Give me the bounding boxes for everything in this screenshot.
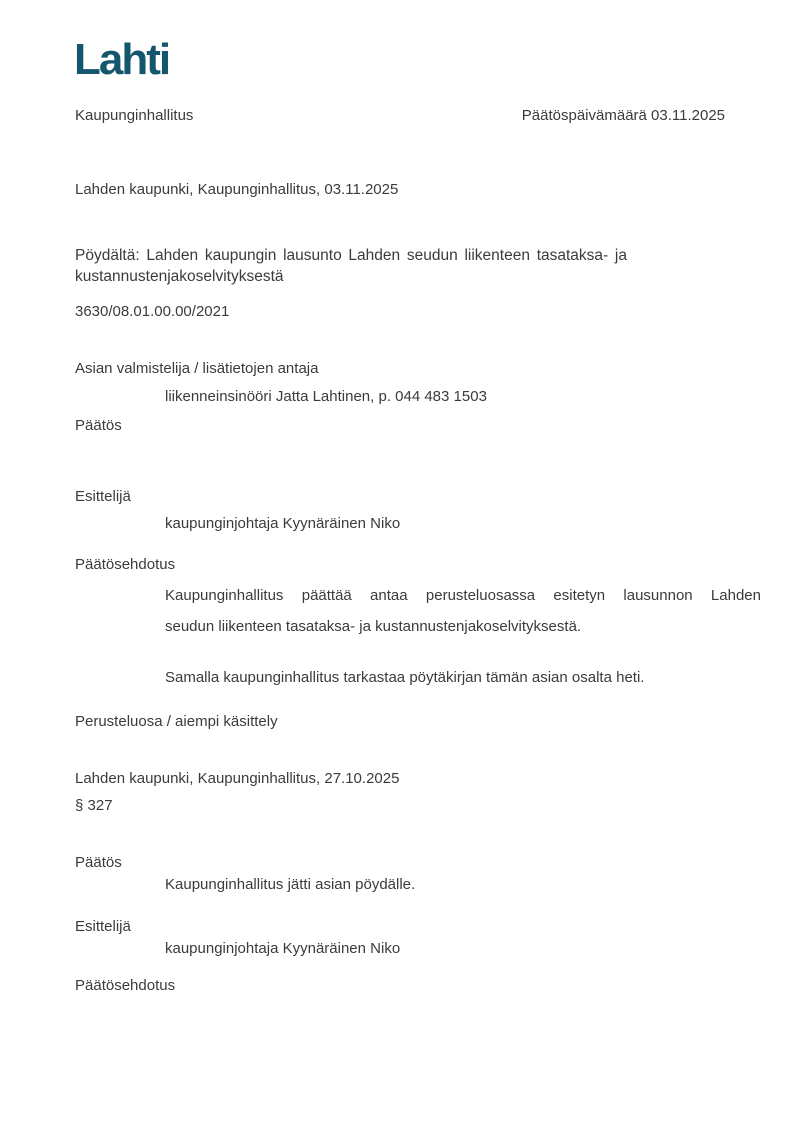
previous-presenter-section-label: Esittelijä [75, 918, 131, 935]
case-number: 3630/08.01.00.00/2021 [75, 303, 230, 320]
document-title-line-2: kustannustenjakoselvityksestä [75, 268, 284, 285]
preparer-contact-line: liikenneinsinööri Jatta Lahtinen, p. 044 483 1503 [165, 388, 487, 405]
proposal-line-2: seudun liikenteen tasataksa- ja kustannustenjakoselvityksestä. [165, 618, 582, 635]
document-title-line-1: Pöydältä: Lahden kaupungin lausunto Lahden seudun liikenteen tasataksa- ja [75, 247, 627, 264]
preparer-section-label: Asian valmistelija / lisätietojen antaja [75, 360, 319, 377]
proposal-addendum-line: Samalla kaupunginhallitus tarkastaa pöytäkirjan tämän asian osalta heti. [165, 669, 645, 686]
header-decision-date: Päätöspäivämäärä 03.11.2025 [521, 107, 725, 124]
previous-decision-section-label: Päätös [75, 854, 122, 871]
rationale-section-label: Perusteluosa / aiempi käsittely [75, 713, 278, 730]
presenter-section-label: Esittelijä [75, 488, 131, 505]
previous-presenter-name-line: kaupunginjohtaja Kyynäräinen Niko [165, 940, 401, 957]
presenter-name-line: kaupunginjohtaja Kyynäräinen Niko [165, 515, 401, 532]
document-title [75, 245, 627, 287]
proposal-line-1: Kaupunginhallitus päättää antaa perusteluosassa esitetyn lausunnon Lahden [165, 587, 761, 604]
header-organization: Kaupunginhallitus [75, 107, 194, 124]
previous-meeting-reference-line: Lahden kaupunki, Kaupunginhallitus, 27.10.2025 [75, 770, 400, 787]
proposal-paragraph [165, 580, 761, 642]
paragraph-section-number: § 327 [75, 797, 113, 814]
previous-decision-text: Kaupunginhallitus jätti asian pöydälle. [165, 876, 416, 893]
meeting-reference-line: Lahden kaupunki, Kaupunginhallitus, 03.11.2025 [75, 181, 399, 198]
previous-proposal-section-label: Päätösehdotus [75, 977, 176, 994]
decision-section-label: Päätös [75, 417, 122, 434]
lahti-city-logo: Lahti [74, 35, 170, 84]
proposal-section-label: Päätösehdotus [75, 556, 176, 573]
